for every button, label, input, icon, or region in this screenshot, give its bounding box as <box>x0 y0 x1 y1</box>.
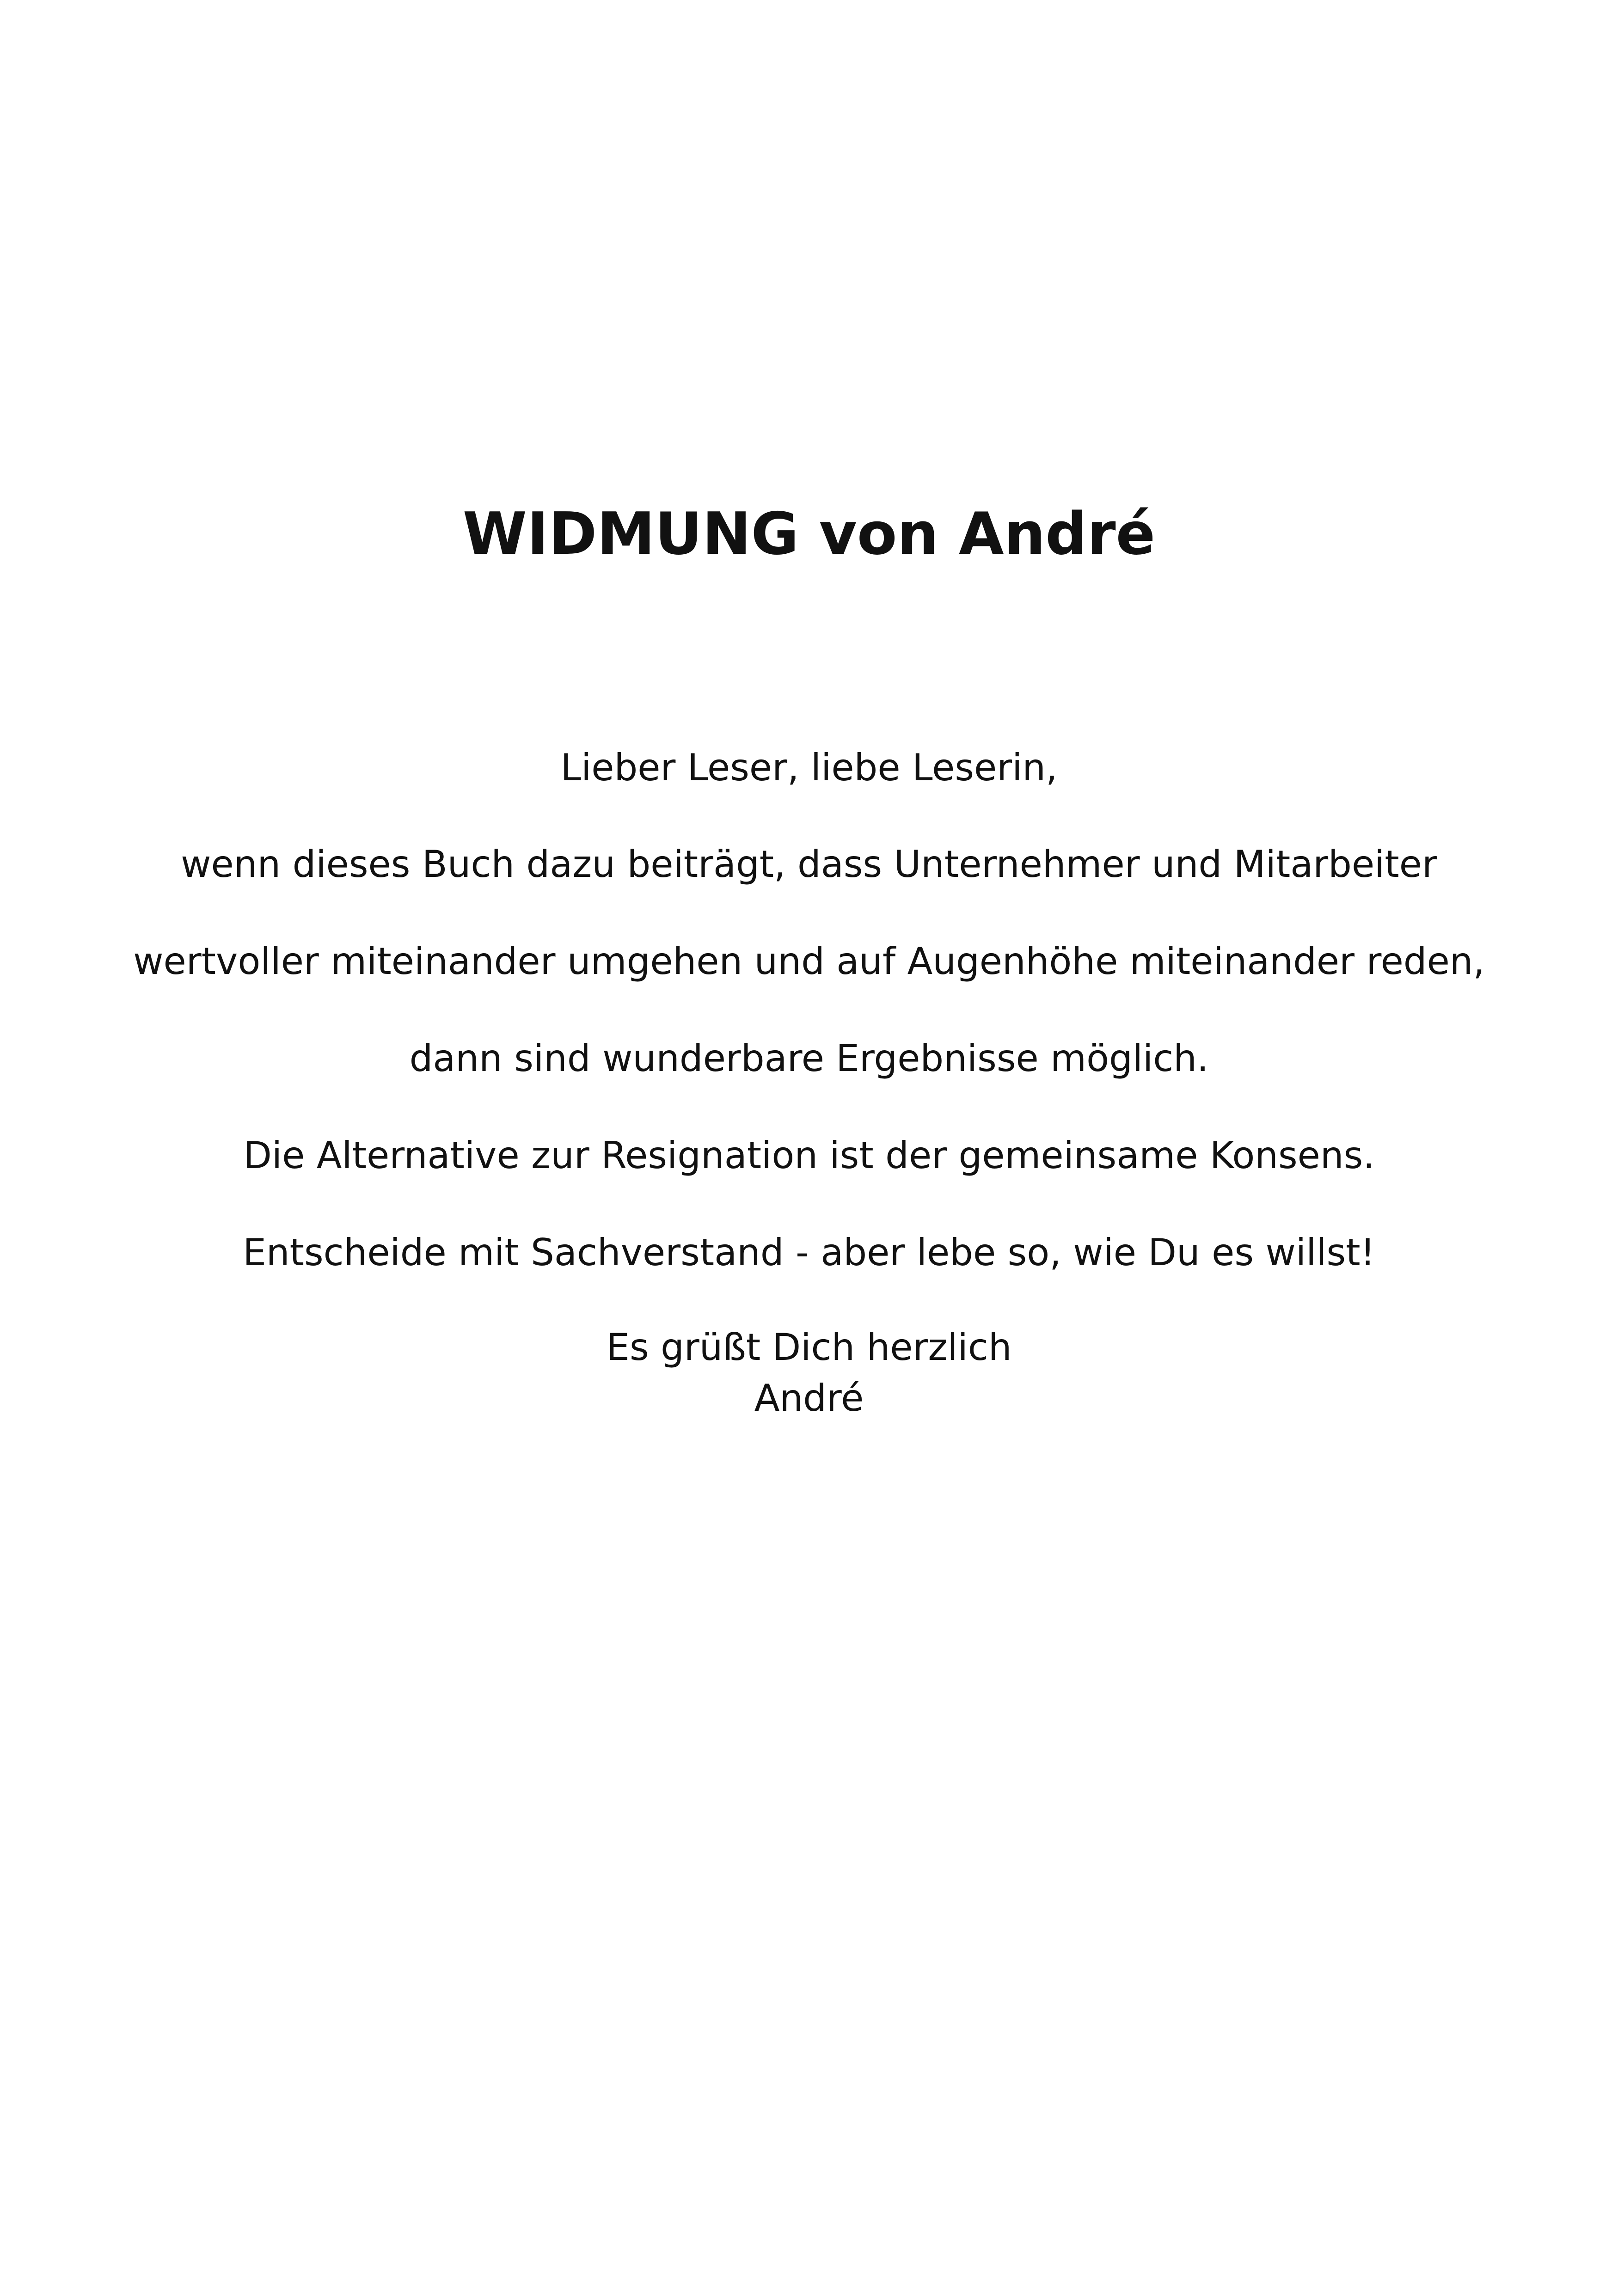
dedication-line: wenn dieses Buch dazu beiträgt, dass Unternehmer und Mitarbeiter <box>181 843 1437 886</box>
salutation: Lieber Leser, liebe Leserin, <box>560 746 1058 789</box>
dedication-line: wertvoller miteinander umgehen und auf Augenhöhe miteinander reden, <box>133 940 1485 983</box>
dedication-line: dann sind wunderbare Ergebnisse möglich. <box>409 1037 1209 1080</box>
dedication-line: Die Alternative zur Resignation ist der gemeinsame Konsens. <box>243 1134 1375 1177</box>
dedication-line: Entscheide mit Sachverstand - aber lebe so, wie Du es willst! <box>243 1231 1375 1274</box>
page-title: WIDMUNG von André <box>462 500 1156 568</box>
closing-line: Es grüßt Dich herzlich <box>606 1326 1012 1369</box>
signature: André <box>754 1377 864 1420</box>
